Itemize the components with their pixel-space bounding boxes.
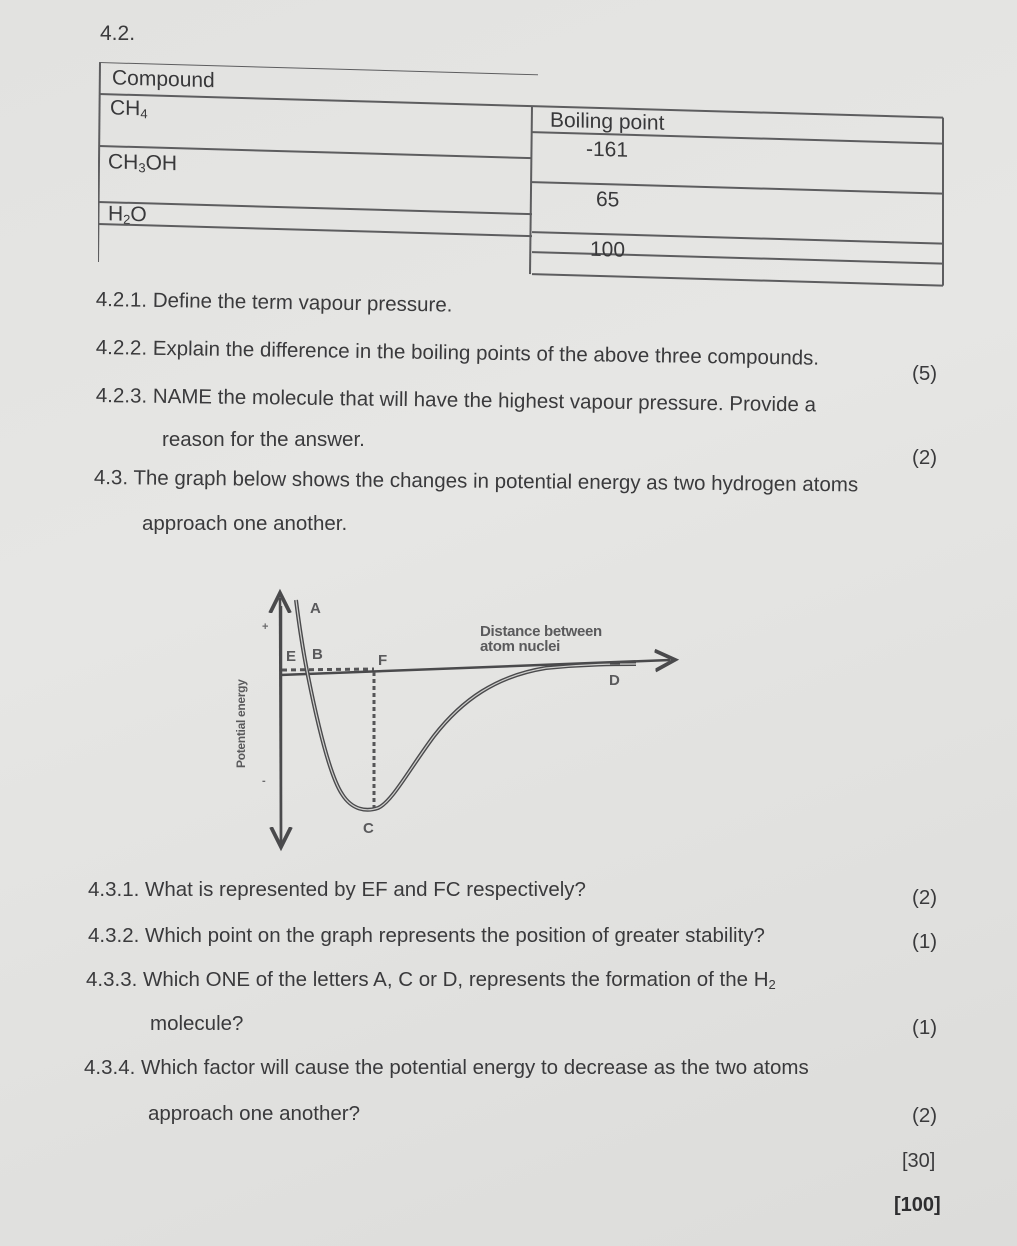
svg-text:-: -	[262, 775, 266, 787]
table-header-boiling-point: Boiling point	[550, 108, 665, 135]
question-4-3-1: 4.3.1. What is represented by EF and FC respectively?	[88, 878, 586, 901]
marks-4-2-2: (5)	[912, 362, 938, 385]
point-label-a: A	[310, 600, 321, 617]
question-4-3-3: 4.3.3. Which ONE of the letters A, C or D, represents the formation of the $H_2$	[86, 968, 776, 992]
y-axis-label: Potential energy	[234, 679, 248, 768]
question-4-3: 4.3. The graph below shows the changes in potential energy as two hydrogen atoms	[93, 466, 859, 497]
svg-text:+: +	[262, 621, 269, 633]
question-4-3-3-continuation: molecule?	[150, 1012, 244, 1035]
table-grid-lines	[98, 62, 944, 298]
point-label-c: C	[363, 820, 374, 837]
table-cell-compound: $H_2O$	[108, 202, 147, 227]
marks-4-3-3: (1)	[912, 1016, 938, 1039]
marks-4-3-1: (2)	[912, 886, 938, 909]
marks-4-3-4: (2)	[912, 1104, 938, 1127]
marks-4-2-3: (2)	[912, 446, 938, 469]
table-header-compound: Compound	[112, 66, 215, 93]
question-4-3-2: 4.3.2. Which point on the graph represents the position of greater stability?	[88, 924, 765, 947]
section-number: 4.2.	[100, 22, 136, 45]
point-label-b: B	[312, 646, 323, 663]
question-4-2-1: 4.2.1. Define the term vapour pressure.	[95, 288, 453, 317]
question-4-2-3-continuation: reason for the answer.	[162, 428, 365, 451]
question-4-3-4: 4.3.4. Which factor will cause the potential energy to decrease as the two atoms	[84, 1056, 809, 1079]
question-4-3-continuation: approach one another.	[142, 512, 348, 535]
x-axis-label: Distance between atom nuclei	[480, 623, 602, 655]
section-total: [30]	[902, 1150, 936, 1172]
point-label-f: F	[378, 652, 387, 669]
question-4-3-4-continuation: approach one another?	[148, 1102, 361, 1125]
table-cell-boiling-point: -161	[586, 137, 629, 162]
question-4-2-2: 4.2.2. Explain the difference in the boiling points of the above three compounds.	[95, 336, 820, 370]
question-4-2-3: 4.2.3. NAME the molecule that will have the highest vapour pressure. Provide a	[95, 384, 817, 417]
table-cell-compound: $CH_3OH$	[108, 150, 178, 176]
table-cell-boiling-point: 100	[590, 237, 626, 262]
paper-total: [100]	[894, 1194, 941, 1216]
point-label-d: D	[609, 672, 620, 689]
table-cell-compound: $CH_4$	[110, 96, 148, 122]
marks-4-3-2: (1)	[912, 930, 938, 953]
potential-energy-graph	[226, 576, 686, 856]
potential-energy-curve	[226, 576, 686, 856]
point-label-e: E	[286, 648, 296, 665]
boiling-point-table	[98, 62, 944, 296]
table-cell-boiling-point: 65	[596, 187, 620, 212]
